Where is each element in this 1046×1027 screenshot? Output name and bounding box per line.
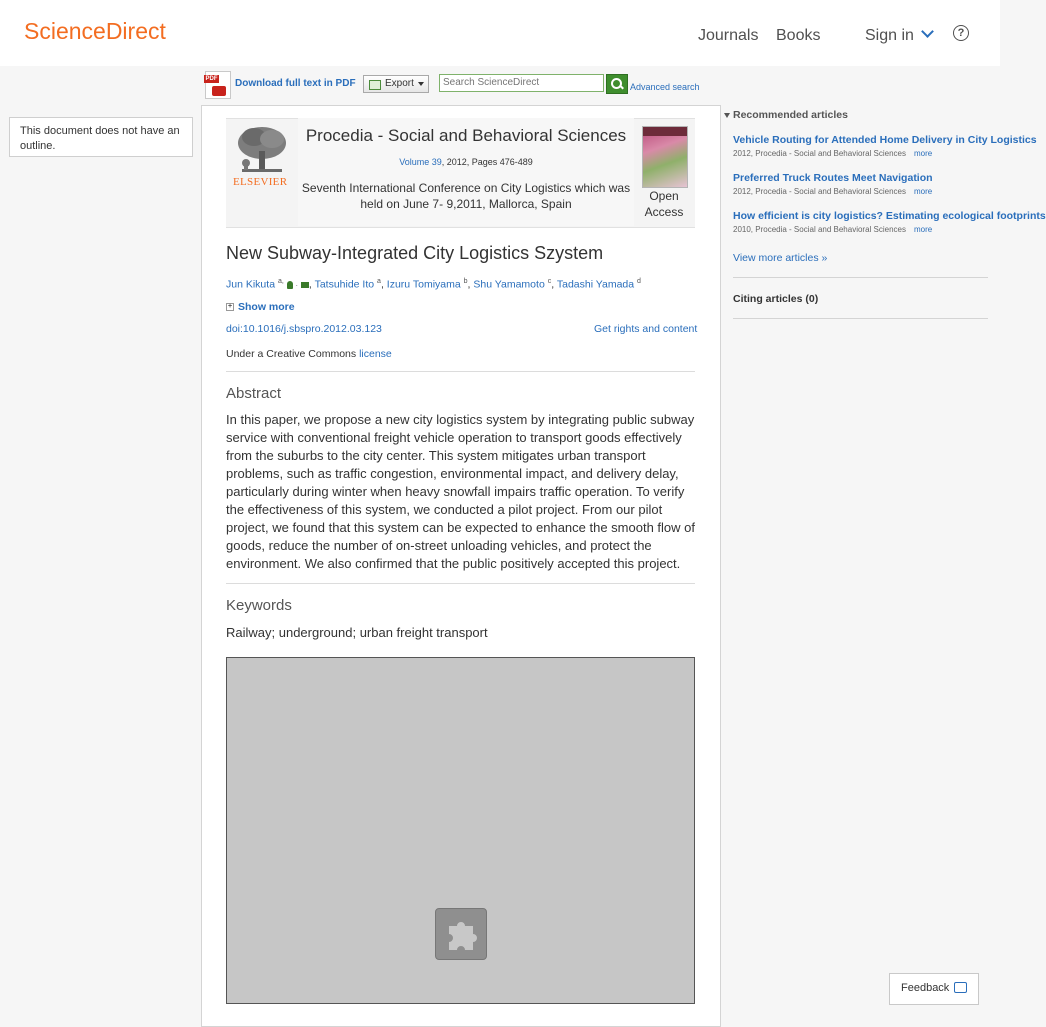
plus-icon: +	[227, 303, 233, 311]
separator: ,	[380, 278, 384, 291]
export-button[interactable]	[363, 75, 429, 93]
separator: ·	[295, 282, 298, 290]
keywords-text: Railway; underground; urban freight transport	[226, 625, 488, 640]
separator: ,	[551, 278, 555, 291]
recommended-article-meta	[733, 225, 932, 234]
open-access-label: Open Access	[644, 189, 684, 219]
article-meta-text: 2010, Procedia - Social and Behavioral Sciences	[733, 225, 906, 234]
author-affiliation: c	[547, 278, 552, 285]
speech-bubble-icon	[954, 982, 967, 993]
author-affiliation: a	[377, 278, 381, 285]
recommended-article-link[interactable]: How efficient is city logistics? Estimating ecological footprints	[733, 210, 1046, 222]
feedback-label: Feedback	[901, 982, 950, 994]
nav-books[interactable]: Books	[776, 27, 821, 44]
puzzle-piece-icon	[435, 908, 487, 960]
view-more-articles-link[interactable]: View more articles »	[733, 252, 828, 264]
search-input[interactable]	[439, 74, 604, 92]
collapse-icon	[724, 113, 730, 118]
search-button[interactable]	[606, 74, 628, 94]
license-line	[226, 348, 392, 360]
feedback-button[interactable]	[889, 973, 979, 1005]
pdf-icon-band: PDF	[205, 76, 218, 82]
show-more-toggle[interactable]	[226, 301, 295, 313]
sign-in-label: Sign in	[865, 27, 914, 44]
journal-cover-image[interactable]	[642, 126, 688, 188]
author-list	[226, 278, 641, 291]
sciencedirect-logo[interactable]: ScienceDirect	[24, 18, 166, 44]
volume-link[interactable]: Volume 39	[399, 157, 442, 167]
sidebar-divider	[733, 318, 988, 319]
mail-icon[interactable]	[301, 282, 309, 288]
outline-panel: This document does not have an outline.	[9, 117, 193, 157]
author-link[interactable]: Jun Kikuta	[226, 278, 276, 291]
doi-link[interactable]: doi:10.1016/j.sbspro.2012.03.123	[226, 323, 382, 335]
author-link[interactable]: Izuru Tomiyama	[386, 278, 461, 291]
author-link[interactable]: Tadashi Yamada	[556, 278, 635, 291]
export-label: Export	[385, 78, 414, 89]
journal-title-link[interactable]: Procedia - Social and Behavioral Sciences	[305, 126, 627, 145]
cover-header-strip	[643, 127, 687, 136]
divider	[226, 583, 695, 584]
help-icon[interactable]: ?	[953, 25, 969, 41]
author-affiliation: a,	[277, 278, 284, 285]
volume-line	[298, 157, 634, 167]
author-affiliation: d	[637, 278, 641, 285]
export-icon	[369, 80, 381, 90]
adobe-logo-icon	[212, 86, 226, 96]
separator: ,	[467, 278, 471, 291]
more-link[interactable]: more	[914, 187, 933, 196]
conference-text: Seventh International Conference on City Logistics which was held on June 7- 9,2011, Mallorca, Spain	[301, 181, 631, 211]
recommended-article-link[interactable]: Preferred Truck Routes Meet Navigation	[733, 172, 933, 184]
sidebar-divider	[733, 277, 988, 278]
separator: ,	[308, 278, 312, 291]
recommended-article-meta	[733, 187, 932, 196]
chevron-down-icon	[921, 25, 934, 38]
license-prefix: Under a Creative Commons	[226, 348, 360, 360]
abstract-text: In this paper, we propose a new city logistics system by integrating public subway service with conventional freight vehicle operation to transport goods effectively from the suburbs to the city center. This system mitigates urban transport problems, such as traffic congestion, environmental impact, and delivery delay, particularly during winter when heavy snowfall impairs traffic operation. To verify the effectiveness of this system, we conducted a pilot project. From our pilot project, we found that this system can be expected to enhance the smooth flow of goods, reduce the number of on-street unloading vehicles, and protect the environment. We also confirmed that the public positively accepted this project.	[226, 412, 695, 571]
article-meta-text: 2012, Procedia - Social and Behavioral Sciences	[733, 149, 906, 158]
more-link[interactable]: more	[914, 225, 933, 234]
show-more-label: Show more	[238, 301, 295, 313]
recommended-articles-heading[interactable]	[724, 109, 848, 121]
pdf-icon[interactable]	[205, 71, 231, 99]
recommended-label: Recommended articles	[733, 109, 848, 121]
divider	[226, 371, 695, 372]
person-icon[interactable]	[287, 281, 293, 289]
recommended-article-meta	[733, 149, 932, 158]
more-link[interactable]: more	[914, 149, 933, 158]
elsevier-wordmark: ELSEVIER	[233, 176, 288, 188]
abstract-heading: Abstract	[226, 385, 282, 402]
license-link[interactable]: license	[359, 348, 392, 360]
author-affiliation: b	[463, 278, 468, 285]
author-link[interactable]: Shu Yamamoto	[473, 278, 545, 291]
search-icon-handle	[619, 85, 624, 90]
citing-articles-heading[interactable]: Citing articles (0)	[733, 293, 819, 305]
recommended-article-link[interactable]: Vehicle Routing for Attended Home Delivery in City Logistics	[733, 134, 1037, 146]
advanced-search-link[interactable]: Advanced search	[630, 82, 700, 92]
nav-sign-in[interactable]	[865, 27, 932, 45]
keywords-heading: Keywords	[226, 597, 292, 614]
article-title: New Subway-Integrated City Logistics Szystem	[226, 243, 604, 263]
download-pdf-link[interactable]: Download full text in PDF	[235, 78, 356, 89]
volume-pages: , 2012, Pages 476-489	[441, 157, 533, 167]
author-link[interactable]: Tatsuhide Ito	[314, 278, 375, 291]
caret-down-icon	[418, 82, 424, 86]
rights-link[interactable]: Get rights and content	[594, 323, 698, 335]
article-meta-text: 2012, Procedia - Social and Behavioral Sciences	[733, 187, 906, 196]
nav-journals[interactable]: Journals	[698, 27, 759, 44]
